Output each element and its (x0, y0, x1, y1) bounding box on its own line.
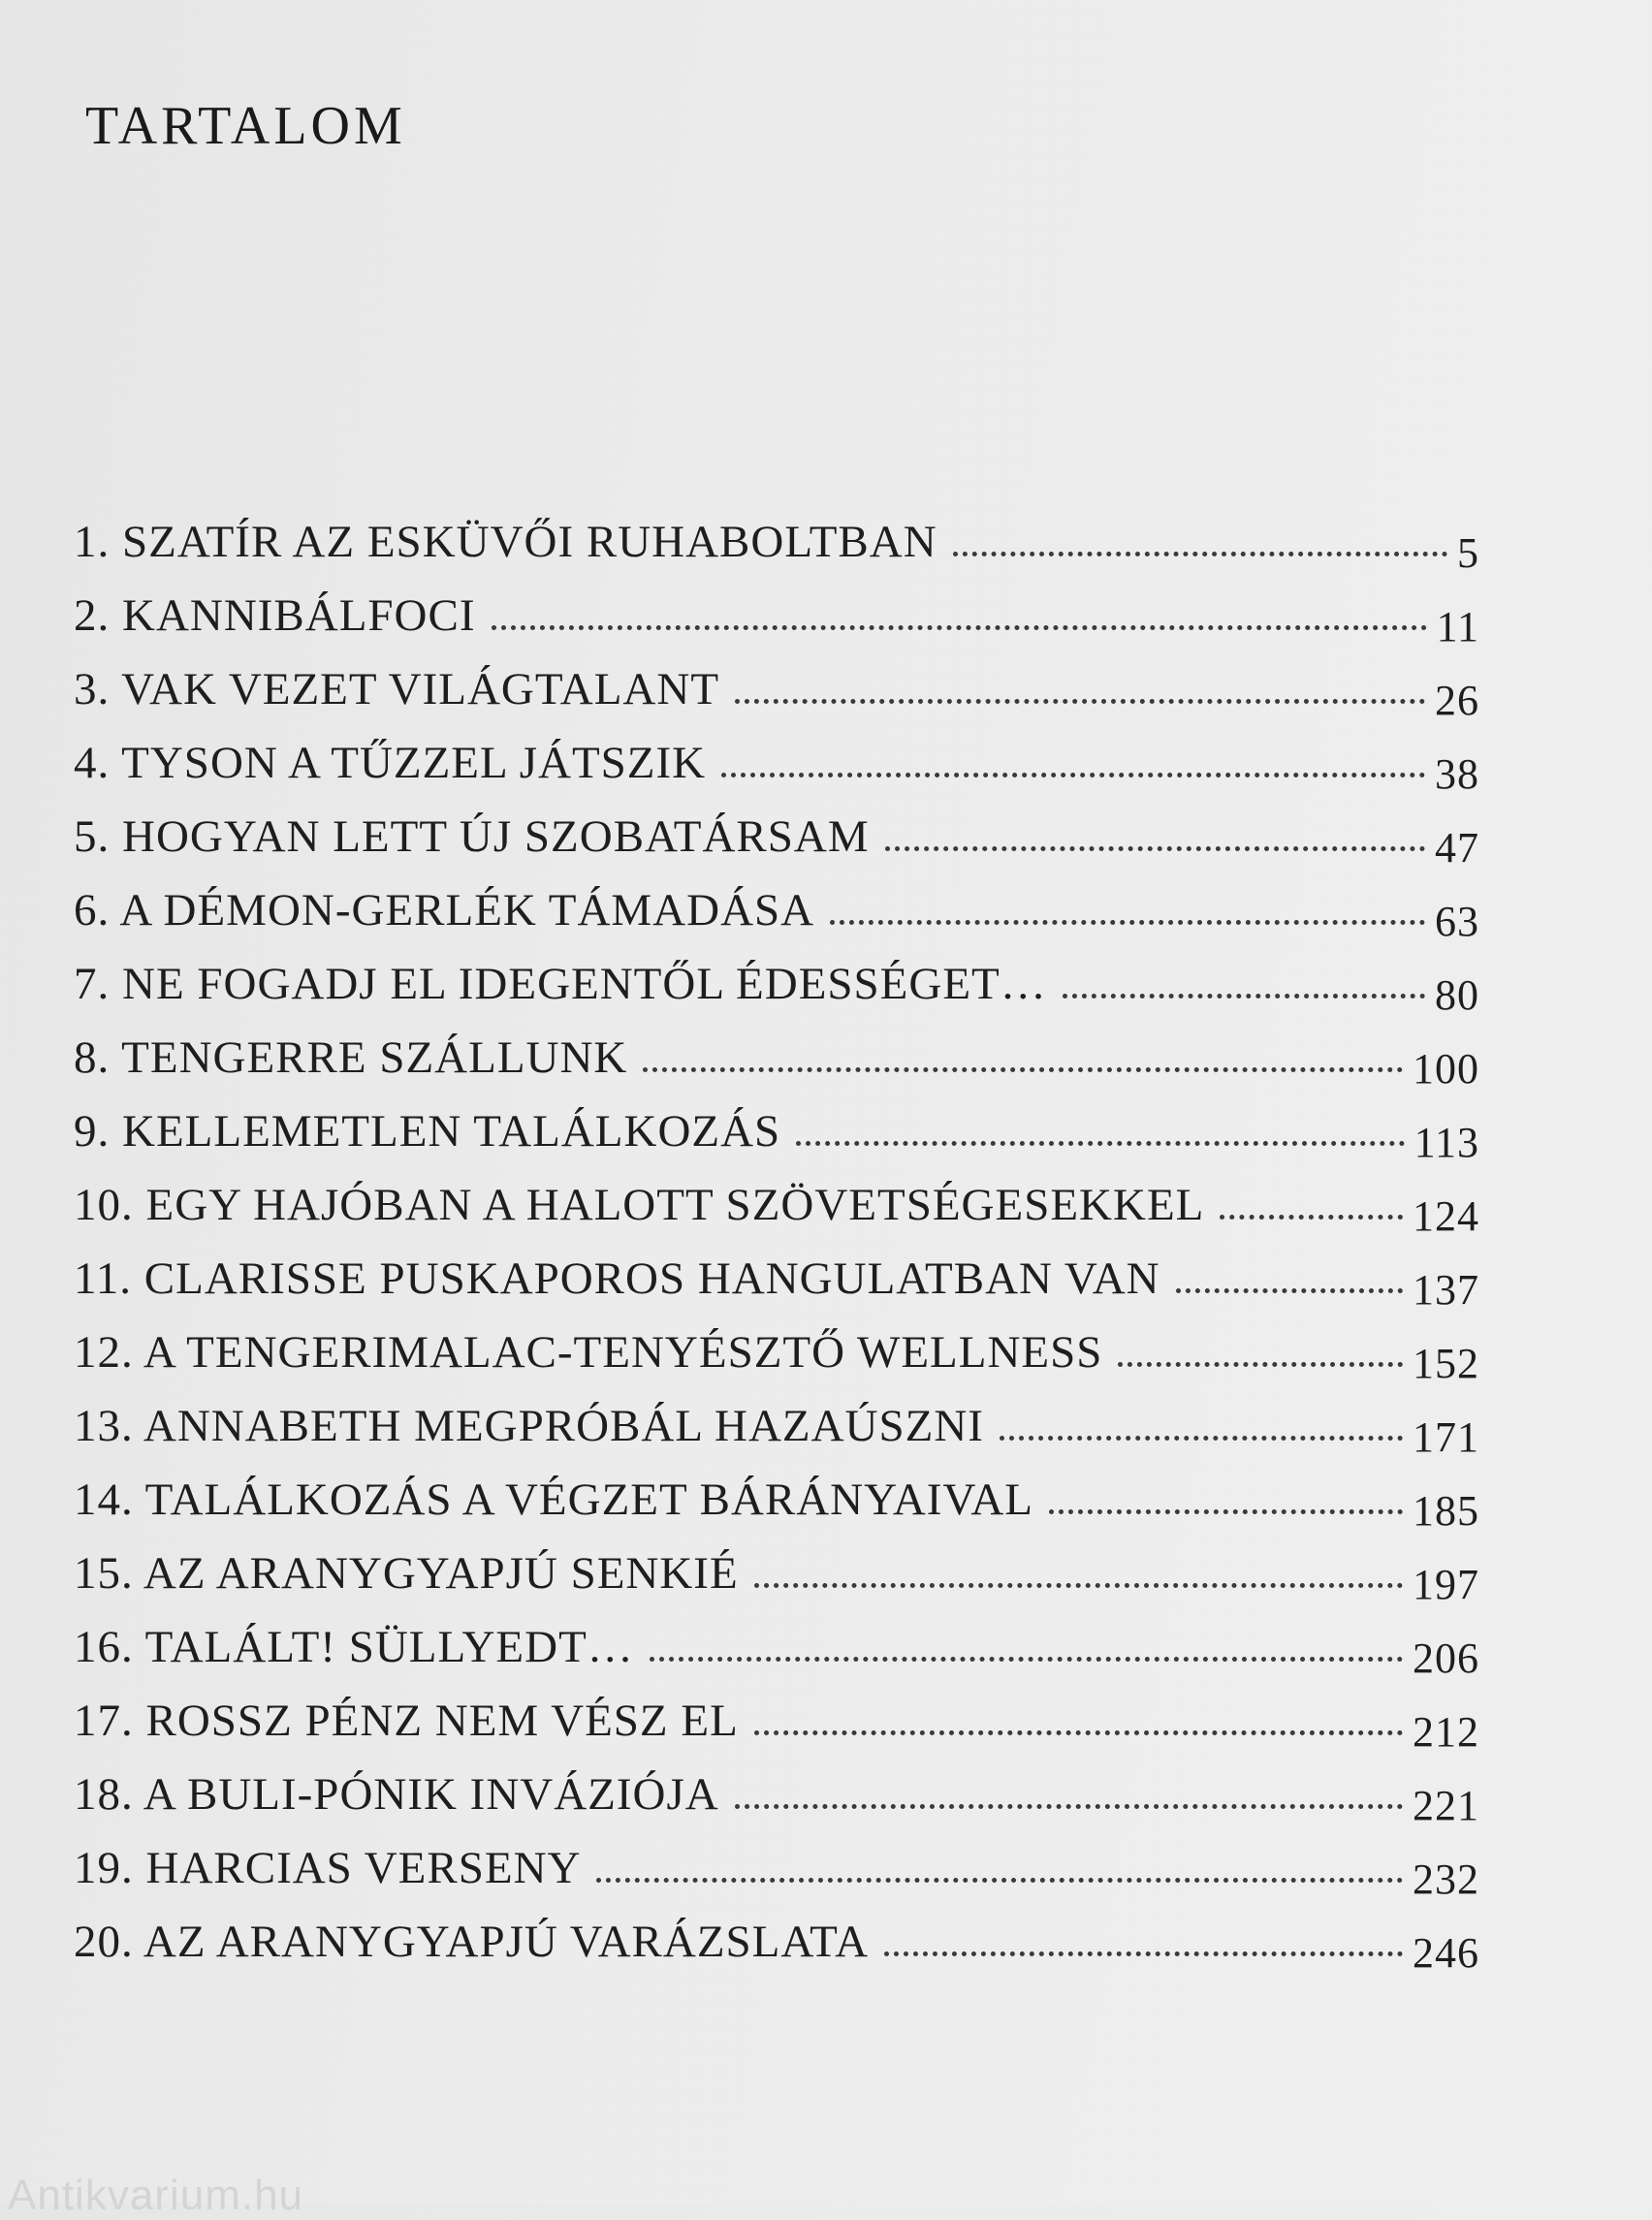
toc-entry (74, 1379, 1479, 1461)
toc-entry-title: 3. VAK VEZET VILÁGTALANT (74, 664, 720, 714)
dot-leader (953, 552, 1447, 556)
toc-entry-title: 9. KELLEMETLEN TALÁLKOZÁS (74, 1106, 781, 1157)
toc-entry (74, 642, 1479, 724)
dot-leader (1049, 1509, 1403, 1514)
toc-entry-title: 8. TENGERRE SZÁLLUNK (74, 1032, 628, 1083)
toc-entry-page: 137 (1413, 1266, 1479, 1314)
toc-entry (74, 1010, 1479, 1093)
toc-entry-page: 221 (1413, 1782, 1479, 1829)
toc-entry-page: 38 (1435, 750, 1479, 798)
watermark: Antikvarium.hu (8, 2172, 304, 2219)
dot-leader (1063, 994, 1425, 999)
toc-entry-title: 18. A BULI-PÓNIK INVÁZIÓJA (74, 1769, 719, 1820)
dot-leader (1118, 1362, 1403, 1367)
toc-entry-title: 17. ROSSZ PÉNZ NEM VÉSZ EL (74, 1696, 739, 1746)
toc-entry (74, 1821, 1479, 1903)
toc-entry-title: 11. CLARISSE PUSKAPOROS HANGULATBAN VAN (74, 1253, 1160, 1304)
toc-entry-title: 20. AZ ARANYGYAPJÚ VARÁZSLATA (74, 1917, 870, 1967)
toc-entry-page: 11 (1436, 603, 1479, 650)
toc-entry-page: 113 (1414, 1119, 1479, 1166)
toc-entry (74, 863, 1479, 945)
dot-leader (1176, 1288, 1403, 1293)
toc-entry-title: 5. HOGYAN LETT ÚJ SZOBATÁRSAM (74, 811, 870, 862)
toc-entry (74, 1526, 1479, 1608)
toc-entry-page: 232 (1413, 1855, 1479, 1903)
toc-entry-page: 152 (1413, 1340, 1479, 1387)
toc-entry-page: 246 (1413, 1929, 1479, 1977)
toc-entry-title: 16. TALÁLT! SÜLLYEDT… (74, 1622, 634, 1672)
toc-entry-page: 26 (1435, 677, 1479, 724)
dot-leader (735, 1804, 1403, 1809)
toc-list (74, 494, 1479, 1977)
dot-leader (492, 625, 1427, 630)
toc-entry-title: 6. A DÉMON-GERLÉK TÁMADÁSA (74, 885, 815, 936)
toc-entry-title: 19. HARCIAS VERSENY (74, 1843, 582, 1893)
toc-entry-title: 1. SZATÍR AZ ESKÜVŐI RUHABOLTBAN (74, 517, 937, 567)
dot-leader (830, 920, 1425, 925)
dot-leader (796, 1141, 1404, 1146)
toc-entry (74, 936, 1479, 1019)
dot-leader (1220, 1215, 1403, 1220)
toc-entry-page: 185 (1413, 1487, 1479, 1535)
toc-entry-title: 14. TALÁLKOZÁS A VÉGZET BÁRÁNYAIVAL (74, 1475, 1033, 1525)
toc-entry-title: 10. EGY HAJÓBAN A HALOTT SZÖVETSÉGESEKKEL (74, 1180, 1205, 1230)
toc-entry-page: 80 (1435, 971, 1479, 1019)
toc-entry-title: 15. AZ ARANYGYAPJÚ SENKIÉ (74, 1548, 739, 1599)
toc-entry (74, 568, 1479, 650)
dot-leader (650, 1657, 1403, 1662)
toc-entry (74, 494, 1479, 577)
toc-entry (74, 715, 1479, 798)
toc-entry (74, 1231, 1479, 1314)
toc-entry (74, 1747, 1479, 1829)
toc-entry (74, 789, 1479, 872)
dot-leader (754, 1583, 1403, 1588)
toc-entry (74, 1600, 1479, 1682)
toc-entry-title: 13. ANNABETH MEGPRÓBÁL HAZAÚSZNI (74, 1401, 984, 1451)
toc-title: TARTALOM (85, 96, 406, 156)
toc-entry (74, 1452, 1479, 1535)
dot-leader (735, 699, 1425, 704)
toc-entry-page: 100 (1413, 1045, 1479, 1093)
toc-entry (74, 1158, 1479, 1240)
dot-leader (1000, 1436, 1403, 1441)
dot-leader (721, 773, 1425, 777)
toc-entry-title: 12. A TENGERIMALAC-TENYÉSZTŐ WELLNESS (74, 1327, 1103, 1378)
toc-entry-page: 197 (1413, 1561, 1479, 1608)
dot-leader (885, 846, 1425, 851)
toc-entry (74, 1673, 1479, 1756)
dot-leader (643, 1067, 1403, 1072)
toc-entry (74, 1305, 1479, 1387)
toc-entry-page: 47 (1435, 824, 1479, 872)
dot-leader (754, 1730, 1403, 1735)
toc-entry-title: 4. TYSON A TŰZZEL JÁTSZIK (74, 738, 707, 788)
toc-entry-page: 206 (1413, 1634, 1479, 1682)
toc-entry (74, 1084, 1479, 1166)
toc-entry-page: 5 (1457, 529, 1479, 577)
dot-leader (596, 1878, 1403, 1883)
toc-entry (74, 1894, 1479, 1977)
toc-entry-title: 7. NE FOGADJ EL IDEGENTŐL ÉDESSÉGET… (74, 959, 1047, 1009)
toc-entry-title: 2. KANNIBÁLFOCI (74, 590, 476, 641)
toc-entry-page: 171 (1413, 1413, 1479, 1461)
toc-entry-page: 63 (1435, 898, 1479, 945)
toc-entry-page: 124 (1413, 1192, 1479, 1240)
toc-entry-page: 212 (1413, 1708, 1479, 1756)
dot-leader (884, 1951, 1403, 1956)
